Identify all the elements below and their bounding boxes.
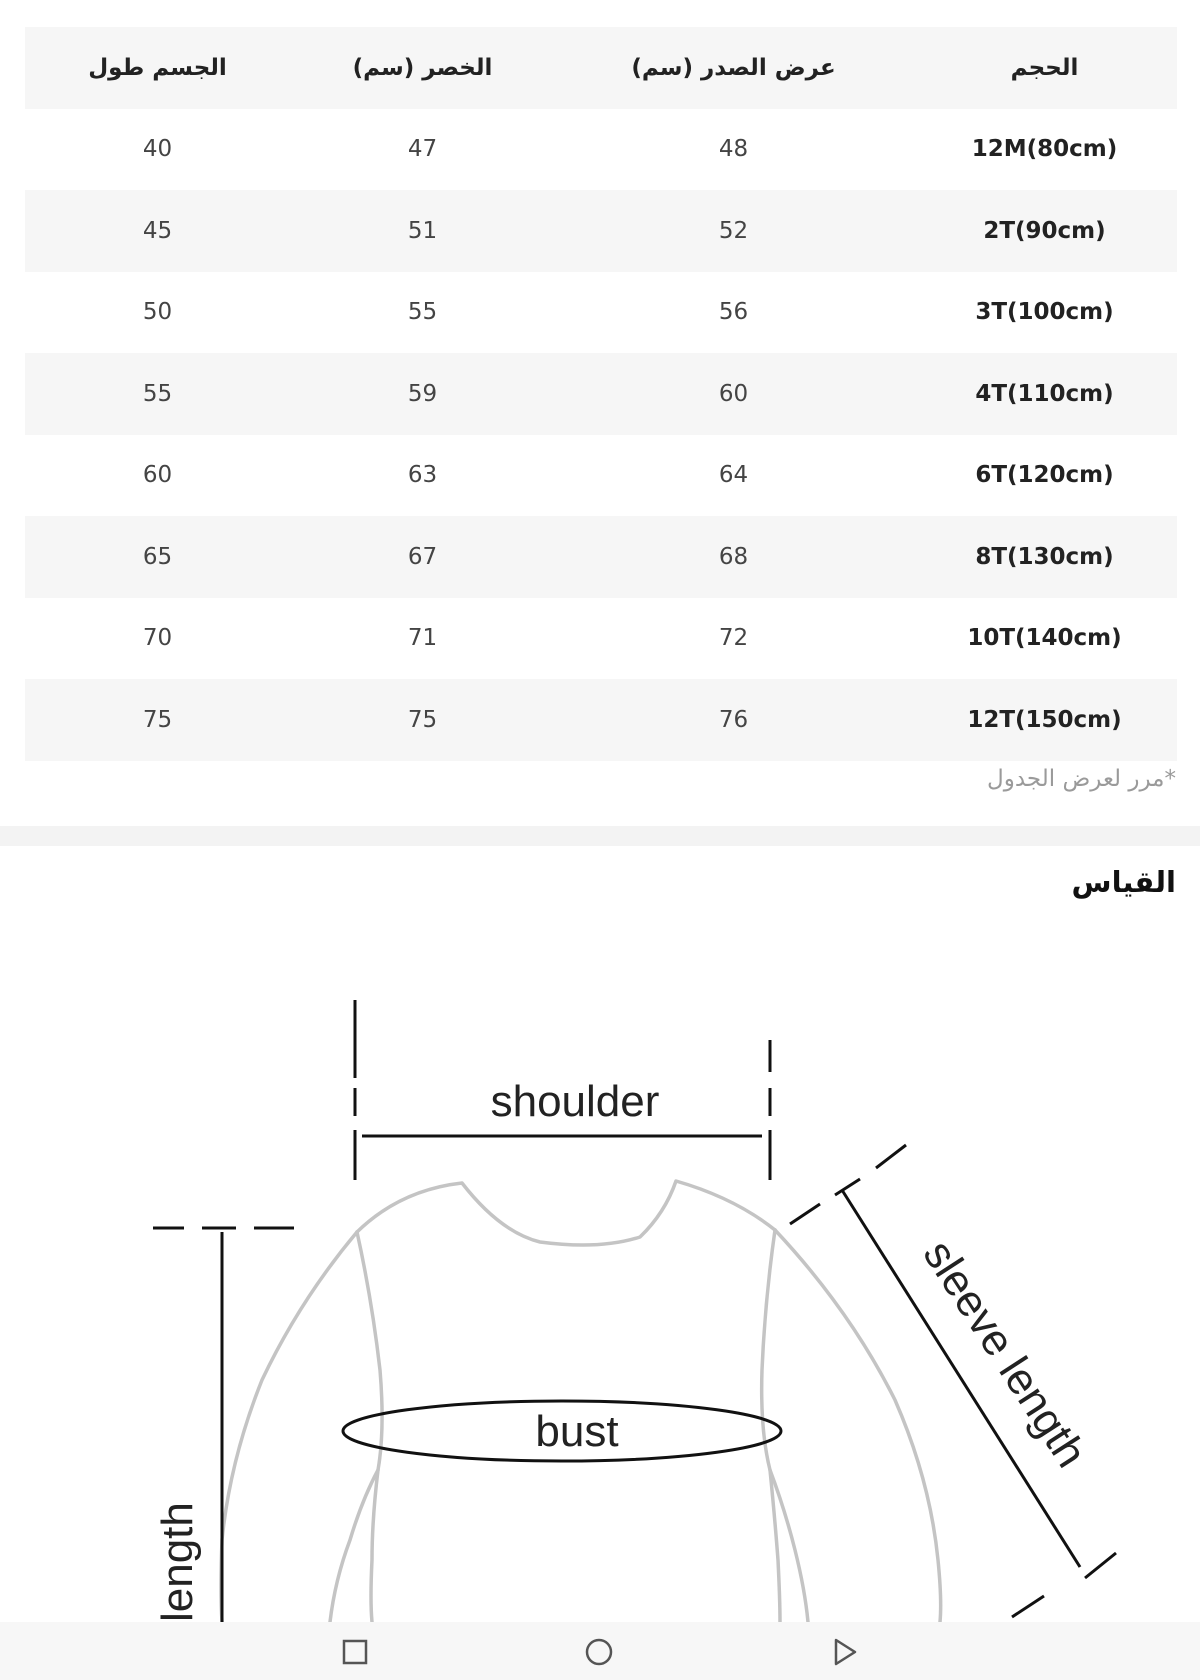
size-chart-table-container[interactable] (25, 27, 1177, 761)
cell-bust: 64 (555, 435, 912, 517)
sleeve-tick-bottom-2 (1012, 1596, 1044, 1617)
cell-bust: 76 (555, 679, 912, 761)
cell-size: 4T(110cm) (912, 353, 1177, 435)
cell-length: 60 (25, 435, 290, 517)
table-header-row (25, 27, 1177, 109)
cell-size: 8T(130cm) (912, 516, 1177, 598)
cell-waist: 55 (290, 272, 555, 354)
table-row (25, 679, 1177, 761)
cell-bust: 72 (555, 598, 912, 680)
cell-length: 50 (25, 272, 290, 354)
table-row (25, 109, 1177, 191)
sleeve-tick-bottom-1 (1085, 1553, 1116, 1578)
garment-collar (357, 1181, 775, 1245)
cell-waist: 59 (290, 353, 555, 435)
square-icon (341, 1638, 369, 1666)
cell-size: 2T(90cm) (912, 190, 1177, 272)
garment-left-side (357, 1232, 382, 1622)
garment-sketch (0, 1000, 1200, 1622)
cell-size: 12T(150cm) (912, 679, 1177, 761)
home-button[interactable] (583, 1636, 615, 1668)
cell-waist: 47 (290, 109, 555, 191)
length-label: length (153, 1502, 202, 1622)
header-length: الجسم طول (25, 27, 290, 109)
cell-waist: 75 (290, 679, 555, 761)
sleeve-tick-top-2 (835, 1179, 860, 1195)
sleeve-tick-top-1 (790, 1204, 820, 1224)
table-row (25, 516, 1177, 598)
cell-length: 70 (25, 598, 290, 680)
cell-size: 3T(100cm) (912, 272, 1177, 354)
header-bust: عرض الصدر (سم) (555, 27, 912, 109)
table-row (25, 272, 1177, 354)
sleeve-label: sleeve length (913, 1231, 1096, 1476)
size-chart-table (25, 27, 1177, 761)
system-navigation-bar (0, 1622, 1200, 1680)
table-row (25, 190, 1177, 272)
cell-length: 65 (25, 516, 290, 598)
cell-bust: 52 (555, 190, 912, 272)
cell-size: 10T(140cm) (912, 598, 1177, 680)
sleeve-tick-top-3 (876, 1145, 906, 1168)
cell-length: 40 (25, 109, 290, 191)
circle-icon (584, 1637, 614, 1667)
garment-left-sleeve-outer (221, 1232, 357, 1622)
back-button[interactable] (829, 1636, 861, 1668)
cell-bust: 60 (555, 353, 912, 435)
recent-apps-button[interactable] (339, 1636, 371, 1668)
bust-label: bust (535, 1407, 619, 1456)
cell-length: 45 (25, 190, 290, 272)
cell-waist: 51 (290, 190, 555, 272)
cell-waist: 63 (290, 435, 555, 517)
shoulder-label: shoulder (490, 1077, 660, 1126)
cell-waist: 71 (290, 598, 555, 680)
cell-length: 55 (25, 353, 290, 435)
header-waist: الخصر (سم) (290, 27, 555, 109)
table-row (25, 435, 1177, 517)
header-size: الحجم (912, 27, 1177, 109)
measurement-diagram (0, 1000, 1200, 1622)
cell-bust: 68 (555, 516, 912, 598)
table-row (25, 353, 1177, 435)
section-divider (0, 826, 1200, 846)
cell-waist: 67 (290, 516, 555, 598)
cell-size: 12M(80cm) (912, 109, 1177, 191)
scroll-hint: *مرر لعرض الجدول (987, 766, 1176, 792)
cell-bust: 48 (555, 109, 912, 191)
triangle-icon (831, 1637, 859, 1667)
table-row (25, 598, 1177, 680)
cell-size: 6T(120cm) (912, 435, 1177, 517)
measurement-title: القياس (1071, 865, 1176, 899)
cell-bust: 56 (555, 272, 912, 354)
cell-length: 75 (25, 679, 290, 761)
